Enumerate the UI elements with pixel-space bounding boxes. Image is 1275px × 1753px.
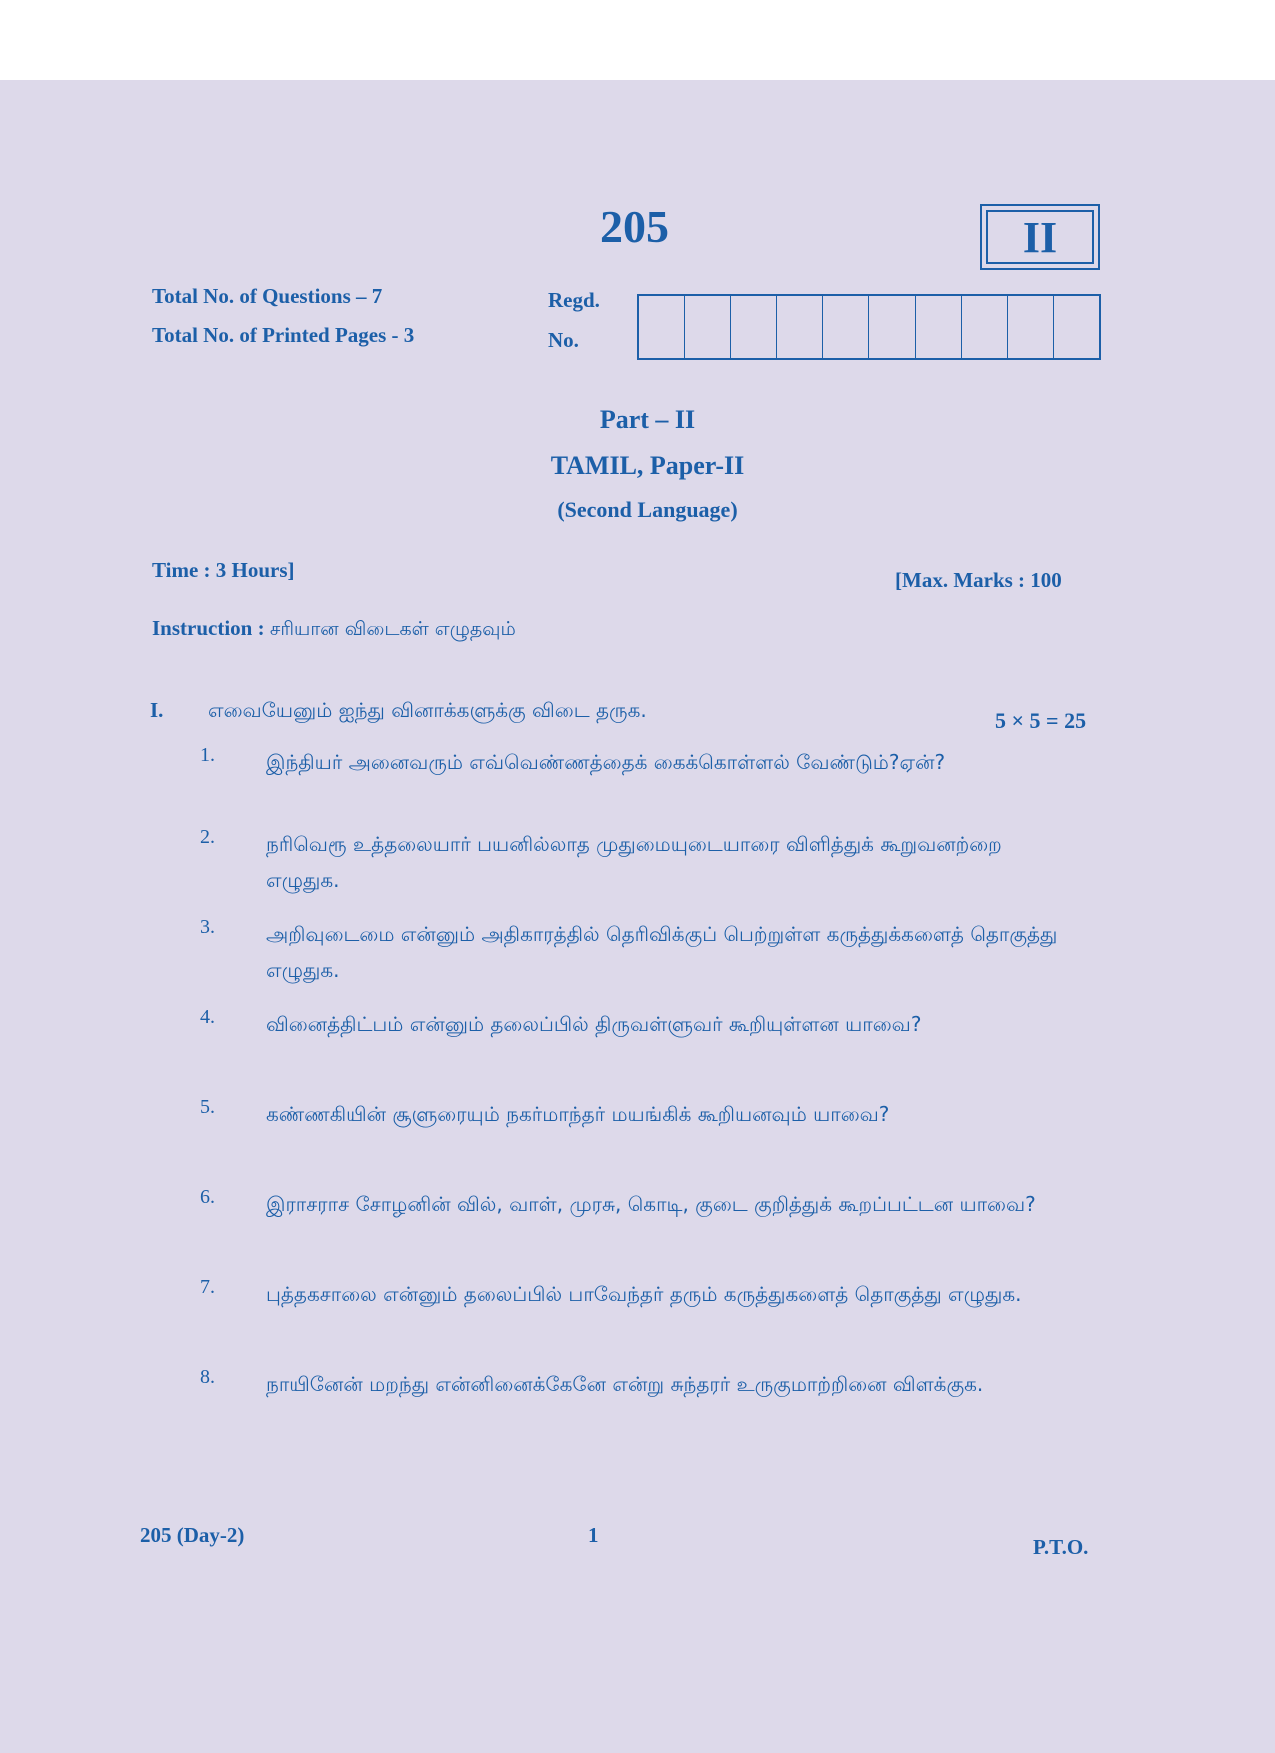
footer-code: 205 (Day-2): [140, 1523, 245, 1547]
instruction: [152, 616, 516, 643]
question-number: 4.: [200, 1006, 215, 1028]
question-text: அறிவுடைமை என்னும் அதிகாரத்தில் தெரிவிக்குப் பெற்றுள்ள கருத்துக்களைத் தொகுத்து எழுதுக.: [266, 922, 1058, 982]
registration-number-boxes: [637, 294, 1101, 360]
question-text: புத்தகசாலை என்னும் தலைப்பில் பாவேந்தர் தரும் கருத்துகளைத் தொகுத்து எழுதுக.: [266, 1282, 1022, 1306]
time-allowed: Time : 3 Hours]: [152, 558, 295, 582]
max-marks: [Max. Marks : 100: [895, 568, 1062, 592]
regd-label: Regd.: [548, 288, 600, 312]
instruction-label: Instruction :: [152, 616, 265, 640]
question-number: 7.: [200, 1276, 215, 1298]
part-title: Part – II: [599, 405, 696, 434]
regd-box: [962, 296, 1008, 358]
regd-box: [777, 296, 823, 358]
paper-code: 205: [600, 201, 669, 252]
section-number: I.: [150, 698, 164, 722]
question-text: இராசராச சோழனின் வில், வாள், முரசு, கொடி, குடை குறித்துக் கூறப்பட்டன யாவை?: [266, 1192, 1036, 1216]
total-pages: Total No. of Printed Pages - 3: [152, 323, 415, 347]
question-text: நரிவெரூ உத்தலையார் பயனில்லாத முதுமையுடையாரை விளித்துக் கூறுவனற்றை எழுதுக.: [266, 832, 1002, 892]
instruction-text: சரியான விடைகள் எழுதவும்: [269, 618, 516, 640]
page-number: 1: [588, 1523, 599, 1547]
total-questions: Total No. of Questions – 7: [152, 284, 383, 308]
regd-box: [731, 296, 777, 358]
subject-title: TAMIL, Paper-II: [550, 451, 745, 480]
question-text: நாயினேன் மறந்து என்னினைக்கேனே என்று சுந்தரர் உருகுமாற்றினை விளக்குக.: [266, 1372, 984, 1396]
question-number: 2.: [200, 826, 215, 848]
question-number: 8.: [200, 1366, 215, 1388]
regd-box: [685, 296, 731, 358]
pto-label: P.T.O.: [1033, 1535, 1089, 1559]
part-numeral: II: [986, 210, 1094, 264]
question-text: கண்ணகியின் சூளுரையும் நகர்மாந்தர் மயங்கிக் கூறியனவும் யாவை?: [266, 1102, 890, 1126]
question-text: இந்தியர் அனைவரும் எவ்வெண்ணத்தைக் கைக்கொள்ளல் வேண்டும்?ஏன்?: [266, 750, 946, 774]
question-number: 5.: [200, 1096, 215, 1118]
regd-box: [639, 296, 685, 358]
regd-box: [1054, 296, 1099, 358]
section-marks: 5 × 5 = 25: [995, 708, 1087, 733]
regd-box: [823, 296, 869, 358]
section-heading: எவையேனும் ஐந்து வினாக்களுக்கு விடை தருக.: [208, 698, 647, 722]
question-text: வினைத்திட்பம் என்னும் தலைப்பில் திருவள்ளுவர் கூறியுள்ளன யாவை?: [266, 1012, 922, 1036]
regd-no-label: No.: [548, 328, 579, 352]
regd-box: [869, 296, 915, 358]
question-number: 6.: [200, 1186, 215, 1208]
language-title: (Second Language): [557, 497, 738, 522]
question-number: 3.: [200, 916, 215, 938]
regd-box: [1008, 296, 1054, 358]
question-number: 1.: [200, 744, 215, 766]
part-box: [980, 204, 1100, 270]
regd-box: [916, 296, 962, 358]
